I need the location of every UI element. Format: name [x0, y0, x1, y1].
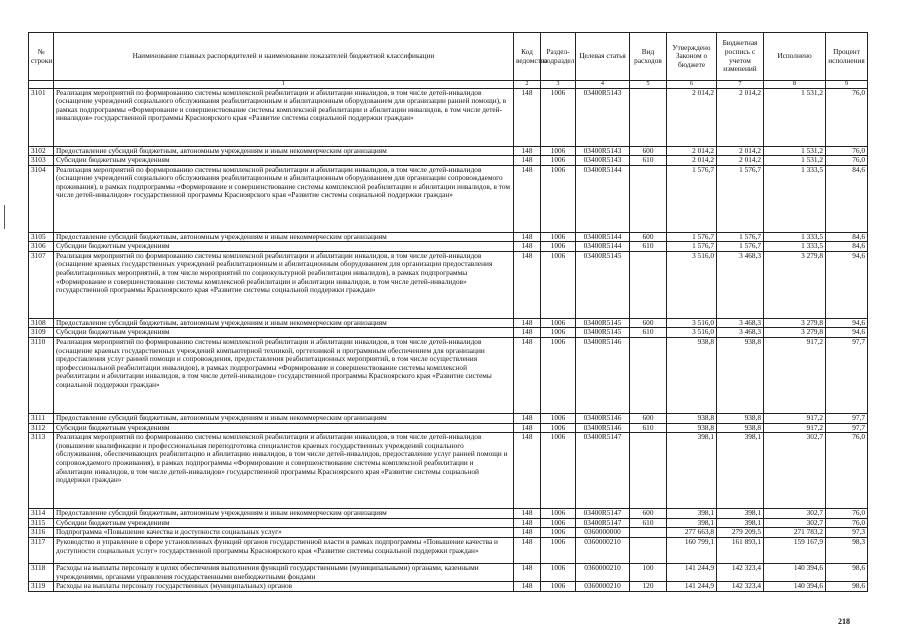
row-section: 1006: [541, 423, 576, 433]
row-number: 3112: [29, 423, 54, 433]
row-number: 3119: [29, 582, 54, 592]
row-percent: 94,6: [826, 251, 868, 318]
column-number: 1: [54, 81, 514, 89]
row-code: 148: [514, 582, 541, 592]
row-list: 938,8: [717, 414, 764, 424]
row-section: 1006: [541, 88, 576, 146]
row-name: Реализация мероприятий по формированию системы комплексной реабилитации и абилитации инвалидов, в том числе детей-инвалидов (повышение квалификации и профессиональная переподготовка специалистов краевых государственных учреждений социального обслуживания, обеспечивающих реабилитацию и абилитацию инвалидов, в том числе детей-инвалидов, предоставление услуг ранней помощи и сопровождаемого проживания), в рамках подпрограммы «Формирование и совершенствование системы комплексной реабилитации и абилитации инвалидов, в том числе детей-инвалидов» государственной программы Красноярского края «Развитие системы социальной поддержки граждан»: [54, 433, 514, 509]
row-approved: 2 014,2: [667, 146, 717, 156]
row-approved: 160 799,1: [667, 538, 717, 564]
row-executed: 917,2: [764, 414, 826, 424]
row-list: 2 014,2: [717, 88, 764, 146]
row-section: 1006: [541, 232, 576, 242]
row-kind: 610: [630, 423, 667, 433]
row-article: 0360000210: [576, 582, 630, 592]
row-executed: 917,2: [764, 338, 826, 414]
row-list: 938,8: [717, 338, 764, 414]
row-name: Субсидии бюджетным учреждениям: [54, 423, 514, 433]
row-kind: [630, 528, 667, 538]
table-row: [29, 242, 868, 252]
row-percent: 98,3: [826, 538, 868, 564]
column-numbers-row: [29, 81, 868, 89]
row-kind: 610: [630, 156, 667, 166]
row-article: 03400R5145: [576, 251, 630, 318]
header-section: Раздел-подраздел: [541, 33, 576, 81]
row-kind: [630, 88, 667, 146]
row-kind: [630, 338, 667, 414]
row-kind: 610: [630, 518, 667, 528]
row-code: 148: [514, 538, 541, 564]
row-kind: [630, 251, 667, 318]
row-code: 148: [514, 528, 541, 538]
row-approved: 141 244,9: [667, 564, 717, 582]
row-approved: 2 014,2: [667, 88, 717, 146]
row-kind: 610: [630, 328, 667, 338]
column-number: 5: [630, 81, 667, 89]
row-percent: 76,0: [826, 509, 868, 519]
row-percent: 76,0: [826, 146, 868, 156]
header-code: Код ведомства: [514, 33, 541, 81]
row-executed: 140 394,6: [764, 582, 826, 592]
row-code: 148: [514, 328, 541, 338]
row-name: Предоставление субсидий бюджетным, автономным учреждениям и иным некоммерческим организациям: [54, 318, 514, 328]
row-executed: 1 333,5: [764, 232, 826, 242]
row-executed: 1 531,2: [764, 88, 826, 146]
row-number: 3102: [29, 146, 54, 156]
row-code: 148: [514, 433, 541, 509]
column-number: [29, 81, 54, 89]
row-article: 0360000000: [576, 528, 630, 538]
row-article: 03400R5147: [576, 518, 630, 528]
row-number: 3114: [29, 509, 54, 519]
table-row: [29, 251, 868, 318]
row-code: 148: [514, 156, 541, 166]
row-kind: 600: [630, 414, 667, 424]
table-row: [29, 156, 868, 166]
row-kind: 610: [630, 242, 667, 252]
row-approved: 398,1: [667, 518, 717, 528]
row-executed: 302,7: [764, 509, 826, 519]
row-name: Субсидии бюджетным учреждениям: [54, 156, 514, 166]
row-name: Подпрограмма «Повышение качества и доступности социальных услуг»: [54, 528, 514, 538]
table-row: [29, 414, 868, 424]
row-code: 148: [514, 146, 541, 156]
row-list: 1 576,7: [717, 242, 764, 252]
row-percent: 97,7: [826, 414, 868, 424]
row-section: 1006: [541, 518, 576, 528]
table-body: [29, 88, 868, 591]
row-executed: 302,7: [764, 433, 826, 509]
row-percent: 84,6: [826, 165, 868, 232]
row-kind: 600: [630, 509, 667, 519]
row-name: Руководство и управление в сфере установленных функций органов государственной власти в рамках подпрограммы «Повышение качества и доступности социальных услуг» государственной программы Красноярского края «Развитие системы социальной поддержки граждан»: [54, 538, 514, 564]
column-number: 4: [576, 81, 630, 89]
row-code: 148: [514, 232, 541, 242]
row-list: 3 468,3: [717, 251, 764, 318]
row-article: 03400R5143: [576, 156, 630, 166]
row-kind: [630, 538, 667, 564]
table-row: [29, 564, 868, 582]
row-code: 148: [514, 423, 541, 433]
row-executed: 302,7: [764, 518, 826, 528]
row-executed: 3 279,8: [764, 328, 826, 338]
row-code: 148: [514, 251, 541, 318]
row-name: Предоставление субсидий бюджетным, автономным учреждениям и иным некоммерческим организациям: [54, 232, 514, 242]
row-article: 03400R5145: [576, 318, 630, 328]
row-approved: 1 576,7: [667, 165, 717, 232]
row-section: 1006: [541, 414, 576, 424]
row-executed: 140 394,6: [764, 564, 826, 582]
row-number: 3116: [29, 528, 54, 538]
row-code: 148: [514, 165, 541, 232]
column-number: 7: [717, 81, 764, 89]
row-percent: 84,6: [826, 242, 868, 252]
row-name: Реализация мероприятий по формированию системы комплексной реабилитации и абилитации инвалидов, в том числе детей-инвалидов (оснащение краевых государственных учреждений компьютерной техникой, оргтехникой и программным обеспечением для организации предоставления услуг ранней помощи и сопровождения, предоставления реабилитационных мероприятий, в том числе осуществления профессиональной реабилитации инвалидов), в рамках подпрограммы «Формирование и совершенствование системы комплексной реабилитации и абилитации инвалидов, в том числе детей-инвалидов» государственной программы Красноярского края «Развитие системы социальной поддержки граждан»: [54, 338, 514, 414]
table-row: [29, 165, 868, 232]
row-section: 1006: [541, 242, 576, 252]
column-number: 3: [541, 81, 576, 89]
row-approved: 938,8: [667, 414, 717, 424]
row-percent: 98,6: [826, 582, 868, 592]
row-percent: 94,6: [826, 318, 868, 328]
row-list: 142 323,4: [717, 564, 764, 582]
row-code: 148: [514, 88, 541, 146]
row-number: 3115: [29, 518, 54, 528]
row-number: 3107: [29, 251, 54, 318]
row-code: 148: [514, 509, 541, 519]
row-name: Реализация мероприятий по формированию системы комплексной реабилитации и абилитации инвалидов, в том числе детей-инвалидов (оснащение учреждений социального обслуживания реабилитационным и абилитационным оборудованием для организации сопровождаемого проживания), в рамках подпрограммы «Формирование и совершенствование системы комплексной реабилитации и абилитации инвалидов, в том числе детей-инвалидов» государственной программы Красноярского края «Развитие системы социальной поддержки граждан»: [54, 165, 514, 232]
row-number: 3101: [29, 88, 54, 146]
row-section: 1006: [541, 251, 576, 318]
row-percent: 94,6: [826, 328, 868, 338]
budget-table: [28, 32, 868, 592]
table-row: [29, 582, 868, 592]
table-row: [29, 433, 868, 509]
row-section: 1006: [541, 318, 576, 328]
row-executed: 1 333,5: [764, 242, 826, 252]
row-number: 3106: [29, 242, 54, 252]
row-name: Субсидии бюджетным учреждениям: [54, 328, 514, 338]
row-executed: 271 783,2: [764, 528, 826, 538]
table-header-row: [29, 33, 868, 81]
row-list: 142 323,4: [717, 582, 764, 592]
header-percent: Процент исполнения: [826, 33, 868, 81]
row-name: Расходы на выплаты персоналу государственных (муниципальных) органов: [54, 582, 514, 592]
row-kind: 600: [630, 318, 667, 328]
header-approved: Утверждено Законом о бюджете: [667, 33, 717, 81]
table-row: [29, 88, 868, 146]
row-section: 1006: [541, 509, 576, 519]
row-kind: 600: [630, 232, 667, 242]
row-approved: 398,1: [667, 509, 717, 519]
row-executed: 1 333,5: [764, 165, 826, 232]
row-percent: 76,0: [826, 518, 868, 528]
row-list: 3 468,3: [717, 318, 764, 328]
row-percent: 97,7: [826, 423, 868, 433]
row-code: 148: [514, 338, 541, 414]
row-list: 2 014,2: [717, 156, 764, 166]
header-article: Целевая статья: [576, 33, 630, 81]
row-percent: 98,6: [826, 564, 868, 582]
row-percent: 76,0: [826, 433, 868, 509]
row-list: 161 893,1: [717, 538, 764, 564]
row-section: 1006: [541, 582, 576, 592]
row-approved: 277 663,8: [667, 528, 717, 538]
row-number: 3111: [29, 414, 54, 424]
row-number: 3105: [29, 232, 54, 242]
row-percent: 76,0: [826, 88, 868, 146]
row-section: 1006: [541, 156, 576, 166]
page-number: 218: [838, 617, 850, 626]
row-article: 0360000210: [576, 538, 630, 564]
row-section: 1006: [541, 338, 576, 414]
row-list: 398,1: [717, 433, 764, 509]
row-article: 03400R5144: [576, 242, 630, 252]
row-approved: 2 014,2: [667, 156, 717, 166]
row-approved: 141 244,9: [667, 582, 717, 592]
row-article: 03400R5144: [576, 232, 630, 242]
row-list: 3 468,3: [717, 328, 764, 338]
row-percent: 97,7: [826, 338, 868, 414]
row-code: 148: [514, 318, 541, 328]
header-num: № строки: [29, 33, 54, 81]
row-code: 148: [514, 242, 541, 252]
row-list: 398,1: [717, 518, 764, 528]
column-number: 6: [667, 81, 717, 89]
row-approved: 3 516,0: [667, 251, 717, 318]
row-article: 03400R5146: [576, 423, 630, 433]
table-row: [29, 538, 868, 564]
row-number: 3118: [29, 564, 54, 582]
row-section: 1006: [541, 564, 576, 582]
row-approved: 1 576,7: [667, 232, 717, 242]
row-list: 398,1: [717, 509, 764, 519]
row-name: Предоставление субсидий бюджетным, автономным учреждениям и иным некоммерческим организациям: [54, 509, 514, 519]
row-number: 3113: [29, 433, 54, 509]
row-article: 0360000210: [576, 564, 630, 582]
row-approved: 938,8: [667, 338, 717, 414]
row-article: 03400R5146: [576, 414, 630, 424]
row-section: 1006: [541, 538, 576, 564]
row-percent: 76,0: [826, 156, 868, 166]
row-kind: [630, 433, 667, 509]
row-executed: 1 531,2: [764, 156, 826, 166]
row-approved: 398,1: [667, 433, 717, 509]
header-executed: Исполнено: [764, 33, 826, 81]
row-name: Предоставление субсидий бюджетным, автономным учреждениям и иным некоммерческим организациям: [54, 146, 514, 156]
row-number: 3110: [29, 338, 54, 414]
row-kind: 100: [630, 564, 667, 582]
row-section: 1006: [541, 328, 576, 338]
row-approved: 3 516,0: [667, 318, 717, 328]
row-code: 148: [514, 564, 541, 582]
row-executed: 3 279,8: [764, 318, 826, 328]
row-executed: 1 531,2: [764, 146, 826, 156]
row-section: 1006: [541, 146, 576, 156]
scan-margin-mark: [4, 205, 5, 229]
row-executed: 3 279,8: [764, 251, 826, 318]
row-code: 148: [514, 518, 541, 528]
row-number: 3108: [29, 318, 54, 328]
row-kind: [630, 165, 667, 232]
row-name: Реализация мероприятий по формированию системы комплексной реабилитации и абилитации инвалидов, в том числе детей-инвалидов (оснащение учреждений социального обслуживания реабилитационным и абилитационным оборудованием для организации ранней помощи), в рамках подпрограммы «Формирование и совершенствование системы комплексной реабилитации и абилитации инвалидов, в том числе детей-инвалидов» государственной программы Красноярского края «Развитие системы социальной поддержки граждан»: [54, 88, 514, 146]
column-number: 8: [764, 81, 826, 89]
table-row: [29, 509, 868, 519]
row-list: 2 014,2: [717, 146, 764, 156]
row-list: 1 576,7: [717, 232, 764, 242]
row-kind: 120: [630, 582, 667, 592]
row-number: 3103: [29, 156, 54, 166]
row-article: 03400R5147: [576, 509, 630, 519]
row-article: 03400R5143: [576, 146, 630, 156]
header-list: Бюджетная роспись с учетом изменений: [717, 33, 764, 81]
row-article: 03400R5146: [576, 338, 630, 414]
row-number: 3109: [29, 328, 54, 338]
column-number: 2: [514, 81, 541, 89]
row-approved: 1 576,7: [667, 242, 717, 252]
header-kind: Вид расходов: [630, 33, 667, 81]
row-approved: 3 516,0: [667, 328, 717, 338]
row-kind: 600: [630, 146, 667, 156]
row-name: Предоставление субсидий бюджетным, автономным учреждениям и иным некоммерческим организациям: [54, 414, 514, 424]
row-section: 1006: [541, 528, 576, 538]
row-executed: 917,2: [764, 423, 826, 433]
row-list: 1 576,7: [717, 165, 764, 232]
row-approved: 938,8: [667, 423, 717, 433]
header-name: Наименование главных распорядителей и наименование показателей бюджетной классификации: [54, 33, 514, 81]
row-section: 1006: [541, 165, 576, 232]
row-percent: 97,3: [826, 528, 868, 538]
row-article: 03400R5147: [576, 433, 630, 509]
row-name: Расходы на выплаты персоналу в целях обеспечения выполнения функций государственными (муниципальными) органами, казенными учреждениями, органами управления государственными внебюджетными фондами: [54, 564, 514, 582]
table-row: [29, 338, 868, 414]
row-name: Субсидии бюджетным учреждениям: [54, 242, 514, 252]
row-name: Субсидии бюджетным учреждениям: [54, 518, 514, 528]
row-code: 148: [514, 414, 541, 424]
row-percent: 84,6: [826, 232, 868, 242]
column-number: 9: [826, 81, 868, 89]
row-number: 3104: [29, 165, 54, 232]
row-number: 3117: [29, 538, 54, 564]
row-name: Реализация мероприятий по формированию системы комплексной реабилитации и абилитации инвалидов, в том числе детей-инвалидов (оснащение краевых государственных учреждений реабилитационным и абилитационным оборудованием для организации предоставления реабилитационных мероприятий, в том числе мероприятий по социокультурной реабилитации инвалидов), в рамках подпрограммы «Формирование и совершенствование системы комплексной реабилитации и абилитации инвалидов, в том числе детей-инвалидов» государственной программы Красноярского края «Развитие системы социальной поддержки граждан»: [54, 251, 514, 318]
row-section: 1006: [541, 433, 576, 509]
row-executed: 159 167,9: [764, 538, 826, 564]
row-list: 938,8: [717, 423, 764, 433]
row-article: 03400R5143: [576, 88, 630, 146]
row-article: 03400R5144: [576, 165, 630, 232]
row-article: 03400R5145: [576, 328, 630, 338]
row-list: 279 209,5: [717, 528, 764, 538]
